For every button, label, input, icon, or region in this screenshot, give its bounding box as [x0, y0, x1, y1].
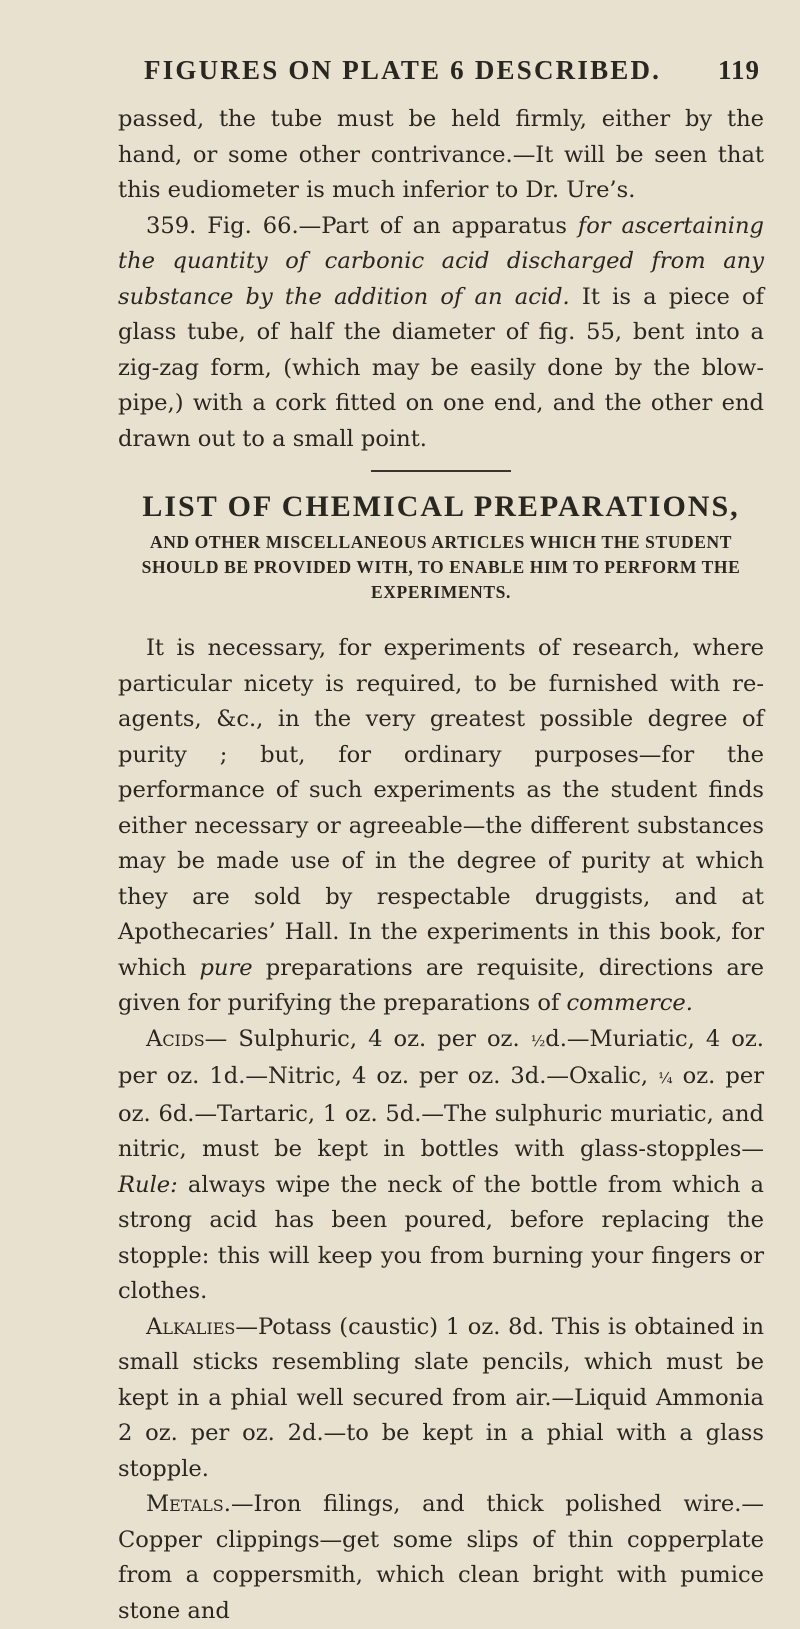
- alkalies-paragraph: [118, 1310, 764, 1488]
- acids-text-3: oz. per oz. 6d.—Tartaric, 1 oz. 5d.—The sulphuric muriatic, and nitric, must be kept in bottles with glass-stopples—: [118, 1063, 764, 1162]
- acids-rule-label: Rule:: [118, 1171, 178, 1198]
- list-subtitle: AND OTHER MISCELLANEOUS ARTICLES WHICH THE STUDENT SHOULD BE PROVIDED WITH, TO ENABLE HIM TO PERFORM THE EXPERIMENTS.: [141, 532, 741, 602]
- fig-359-paragraph: [118, 209, 764, 458]
- acids-text-1: — Sulphuric, 4 oz. per oz.: [204, 1025, 531, 1052]
- list-title: LIST OF CHEMICAL PREPARATIONS,: [142, 490, 740, 523]
- intro-paragraph: [118, 631, 764, 1022]
- acids-paragraph: [118, 1022, 764, 1310]
- metals-text: .—Iron filings, and thick polished wire.—Copper clippings—get some slips of thin copperplate from a coppersmith, which clean bright with pumice stone and: [118, 1491, 764, 1624]
- intro-pure: pure: [199, 954, 253, 981]
- page-number: 119: [717, 55, 760, 85]
- running-head-title: FIGURES ON PLATE 6 DESCRIBED.: [144, 55, 662, 85]
- continuation-paragraph: [118, 102, 764, 209]
- alkalies-text: —Potass (caustic) 1 oz. 8d. This is obtained in small sticks resembling slate pencils, which must be kept in a phial well secured from air.—Liquid Ammonia 2 oz. per oz. 2d.—to be kept in a phial with a glass stopple.: [118, 1313, 764, 1482]
- metals-heading: Metals: [146, 1491, 224, 1517]
- running-head: [144, 55, 764, 86]
- acids-quarter: ¼: [658, 1069, 673, 1087]
- intro-text-1: It is necessary, for experiments of research, where particular nicety is required, to be furnished with re-agents, &c., in the very greatest possible degree of purity ; but, for ordinary purposes—for the performance of such experiments as the student finds either necessary or agreeable—the different substances may be made use of in the degree of purity at which they are sold by respectable druggists, and at Apothecaries’ Hall. In the experiments in this book, for which: [118, 635, 764, 981]
- fig-359-body: It is a piece of glass tube, of half the diameter of fig. 55, bent into a zig-zag form, (which may be easily done by the blow-pipe,) with a cork fitted on one end, and the other end drawn out to a small point.: [118, 283, 764, 452]
- section-divider: [371, 470, 511, 472]
- alkalies-heading: Alkalies: [146, 1313, 236, 1340]
- acids-heading: Acids: [146, 1025, 205, 1052]
- fig-359-number: 359. Fig. 66.—Part of an apparatus: [146, 212, 578, 239]
- acids-text-4: always wipe the neck of the bottle from which a strong acid has been poured, before replacing the stopple: this will keep you from burning your fingers or clothes.: [118, 1171, 764, 1304]
- fig-359-caption: for ascertaining the quantity of carbonic acid discharged from any substance by the addition of an acid.: [118, 212, 764, 310]
- intro-commerce: commerce.: [566, 990, 693, 1016]
- acids-half: ½: [530, 1031, 546, 1050]
- metals-paragraph: [118, 1487, 764, 1629]
- continuation-text: passed, the tube must be held firmly, either by the hand, or some other contrivance.—It will be seen that this eudiometer is much inferior to Dr. Ure’s.: [118, 106, 764, 203]
- acids-text-2: d.—Muriatic, 4 oz. per oz. 1d.—Nitric, 4 oz. per oz. 3d.—Oxalic,: [118, 1025, 764, 1089]
- intro-text-2: preparations are requisite, directions are given for purifying the preparations of: [118, 954, 764, 1016]
